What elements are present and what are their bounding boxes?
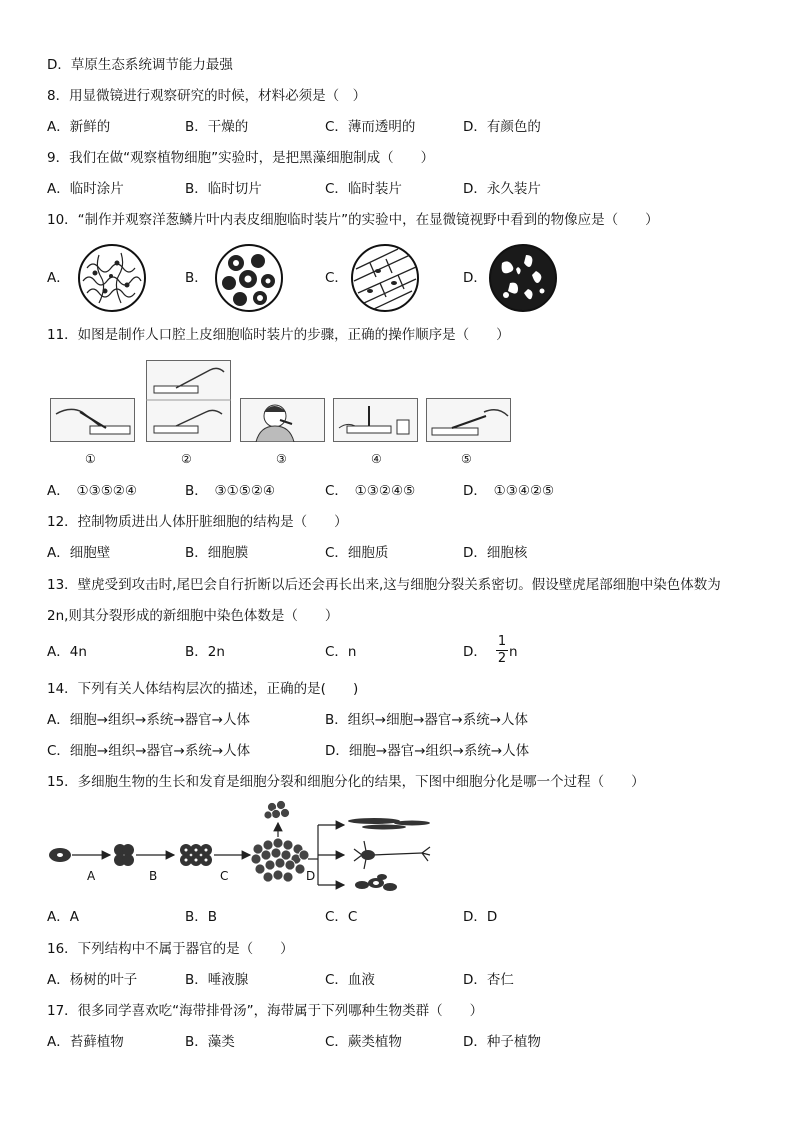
q8-option-b: B．干燥的 <box>185 119 249 135</box>
q11-step4-number: ④ <box>371 452 382 466</box>
q13-option-a: A．4n <box>47 644 87 660</box>
q10-label-a: A． <box>47 270 70 286</box>
q14-stem: 14．下列有关人体结构层次的描述，正确的是( ) <box>47 681 359 697</box>
q12-option-c: C．细胞质 <box>325 545 389 561</box>
q17-stem: 17．很多同学喜欢吃“海带排骨汤”，海带属于下列哪种生物类群（ ） <box>47 1003 484 1019</box>
q10-cell-image-b <box>214 243 284 313</box>
q10-label-b: B． <box>185 270 208 286</box>
q11-step5-image <box>426 398 511 442</box>
q9-stem: 9．我们在做“观察植物细胞”实验时，是把黑藻细胞制成（ ） <box>47 150 435 166</box>
q17-option-c: C．蕨类植物 <box>325 1034 402 1050</box>
q14-option-c: C．细胞→组织→器官→系统→人体 <box>47 743 251 759</box>
q11-step1-image <box>50 398 135 442</box>
q7-option-d: D．草原生态系统调节能力最强 <box>47 57 233 73</box>
q13-fraction <box>496 634 508 667</box>
q14-option-a: A．细胞→组织→系统→器官→人体 <box>47 712 250 728</box>
q15-arrow-label-d: D <box>306 869 316 883</box>
q13-option-d: D． <box>463 644 487 660</box>
q16-option-b: B．唾液腺 <box>185 972 249 988</box>
q11-step3-number: ③ <box>276 452 287 466</box>
q9-option-d: D．永久装片 <box>463 181 541 197</box>
q10-label-c: C． <box>325 270 348 286</box>
q9-option-b: B．临时切片 <box>185 181 262 197</box>
q17-option-a: A．苔藓植物 <box>47 1034 124 1050</box>
q10-label-d: D． <box>463 270 487 286</box>
q16-option-a: A．杨树的叶子 <box>47 972 138 988</box>
q10-cell-image-a <box>77 243 147 313</box>
q15-option-d: D．D <box>463 909 498 925</box>
q11-option-d: D． ①③④②⑤ <box>463 483 555 499</box>
q13-option-c: C．n <box>325 644 357 660</box>
q17-option-b: B．藻类 <box>185 1034 235 1050</box>
q9-option-a: A．临时涂片 <box>47 181 124 197</box>
q13-fraction-numerator: 1 <box>497 634 507 649</box>
q14-option-b: B．组织→细胞→器官→系统→人体 <box>325 712 529 728</box>
q8-option-d: D．有颜色的 <box>463 119 541 135</box>
q16-stem: 16．下列结构中不属于器官的是（ ） <box>47 941 294 957</box>
q13-stem-line2: 2n,则其分裂形成的新细胞中染色体数是（ ） <box>47 608 339 624</box>
q11-stem: 11．如图是制作人口腔上皮细胞临时装片的步骤，正确的操作顺序是（ ） <box>47 327 510 343</box>
q12-option-a: A．细胞壁 <box>47 545 111 561</box>
q8-option-a: A．新鲜的 <box>47 119 111 135</box>
q11-step5-number: ⑤ <box>461 452 472 466</box>
q15-arrow-label-a: A <box>87 869 96 883</box>
q8-option-c: C．薄而透明的 <box>325 119 416 135</box>
q15-option-b: B．B <box>185 909 218 925</box>
q12-option-d: D．细胞核 <box>463 545 528 561</box>
q11-option-a: A． ①③⑤②④ <box>47 483 137 499</box>
q15-cell-diagram <box>44 797 444 897</box>
q8-stem: 8．用显微镜进行观察研究的时候，材料必须是（ ） <box>47 88 367 104</box>
q15-option-a: A．A <box>47 909 79 925</box>
q13-stem-line1: 13．壁虎受到攻击时,尾巴会自行折断以后还会再长出来,这与细胞分裂关系密切。假设壁虎尾部细胞中染色体数为 <box>47 577 721 593</box>
q12-option-b: B．细胞膜 <box>185 545 249 561</box>
q10-cell-image-d <box>488 243 558 313</box>
q11-option-b: B． ③①⑤②④ <box>185 483 276 499</box>
q11-step3-image <box>240 398 325 442</box>
q11-step2-number: ② <box>181 452 192 466</box>
q13-option-b: B．2n <box>185 644 225 660</box>
q15-arrow-label-b: B <box>149 869 158 883</box>
q10-stem: 10．“制作并观察洋葱鳞片叶内表皮细胞临时装片”的实验中，在显微镜视野中看到的物像应是（ ） <box>47 212 659 228</box>
q16-option-d: D．杏仁 <box>463 972 514 988</box>
q15-arrow-label-c: C <box>220 869 229 883</box>
q11-option-c: C． ①③②④⑤ <box>325 483 416 499</box>
q10-cell-image-c <box>350 243 420 313</box>
q14-option-d: D．细胞→器官→组织→系统→人体 <box>325 743 530 759</box>
q15-option-c: C．C <box>325 909 358 925</box>
q11-step1-number: ① <box>85 452 96 466</box>
q12-stem: 12．控制物质进出人体肝脏细胞的结构是（ ） <box>47 514 348 530</box>
q11-step4-image <box>333 398 418 442</box>
q11-step2-image <box>146 360 231 442</box>
q13-fraction-denominator: 2 <box>497 651 507 666</box>
q9-option-c: C．临时装片 <box>325 181 402 197</box>
q16-option-c: C．血液 <box>325 972 375 988</box>
q13-fraction-suffix: n <box>509 644 518 660</box>
q15-stem: 15．多细胞生物的生长和发育是细胞分裂和细胞分化的结果，下图中细胞分化是哪一个过程（ ） <box>47 774 645 790</box>
q17-option-d: D．种子植物 <box>463 1034 541 1050</box>
